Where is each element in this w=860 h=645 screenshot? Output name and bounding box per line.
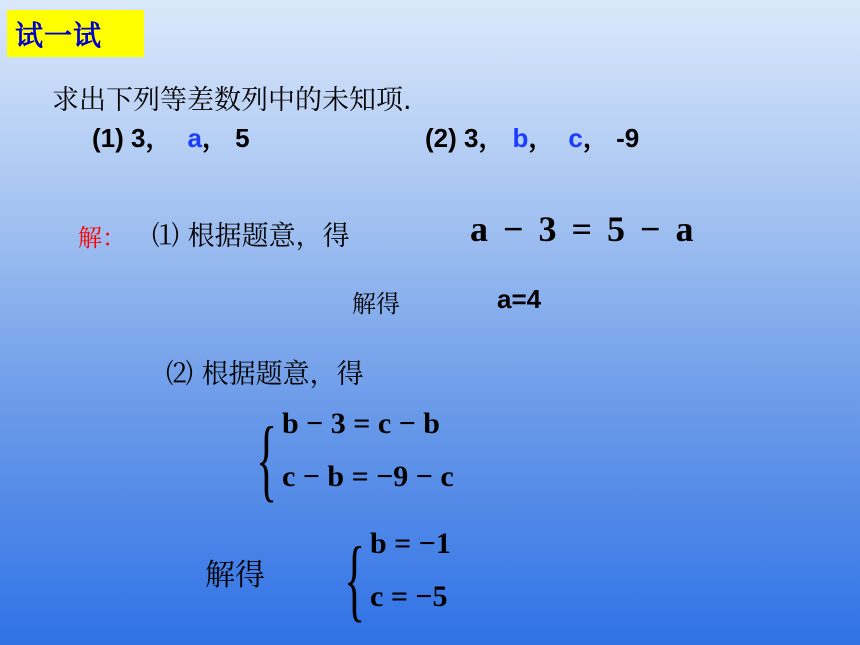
problem-2 (425, 118, 639, 155)
problem-2-var-c: c (568, 123, 583, 153)
solve-word-2: 解得 (205, 558, 265, 593)
problem-2-label: (2) 3， (425, 123, 505, 153)
left-brace-2: { (344, 528, 366, 631)
step-1-text: ⑴ 根据题意，得 (152, 221, 350, 252)
problem-1 (92, 118, 250, 155)
problem-1-var-a: a (187, 123, 202, 153)
equation-1: a − 3 = 5 − a (470, 209, 694, 249)
problem-1-rest: ， 5 (201, 123, 250, 153)
problem-2-var-b: b (512, 123, 529, 153)
left-brace-1: { (256, 408, 278, 511)
system-1-eq-2: c − b = −9 − c (282, 460, 454, 493)
system-1-eq-1: b − 3 = c − b (282, 407, 440, 440)
solve-word-1: 解得 (352, 290, 400, 318)
intro-text: 求出下列等差数列中的未知项. (52, 85, 412, 116)
system-2-eq-1: b = −1 (370, 527, 451, 560)
problem-1-label: (1) 3， (92, 123, 172, 153)
solution-label: 解： (78, 224, 126, 252)
problem-2-rest: ， -9 (582, 123, 640, 153)
system-2-eq-2: c = −5 (370, 580, 448, 613)
problem-2-sep: ， (528, 123, 555, 153)
result-a: a=4 (497, 284, 542, 314)
step-2-text: ⑵ 根据题意，得 (166, 359, 364, 390)
slide-title: 试一试 (15, 19, 103, 52)
